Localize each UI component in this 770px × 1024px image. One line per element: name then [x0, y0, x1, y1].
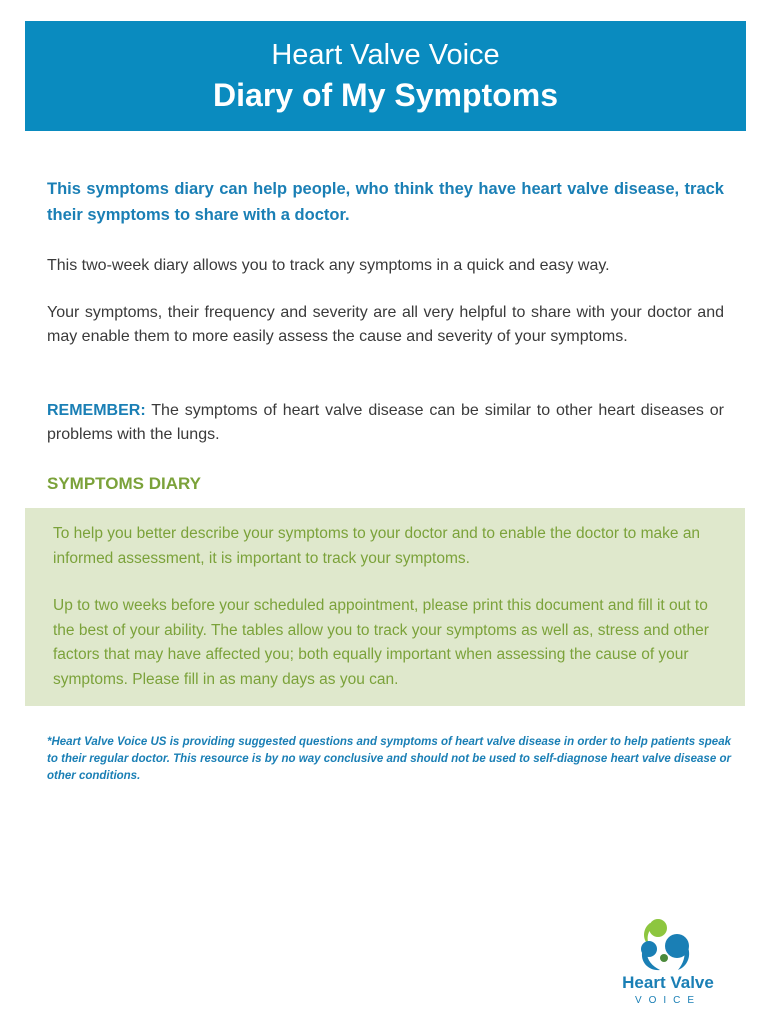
remember-label: REMEMBER: — [47, 402, 146, 419]
logo-mark-icon — [636, 915, 696, 973]
header-banner — [25, 21, 746, 131]
paragraph-frequency: Your symptoms, their frequency and severity are all very helpful to share with your doctor and may enable them to more easily assess the cause and severity of your symptoms. — [47, 304, 724, 345]
paragraph-two-week: This two-week diary allows you to track any symptoms in a quick and easy way. — [47, 257, 610, 274]
instructions-paragraph-1: To help you better describe your symptoms to your doctor and to enable the doctor to make an informed assessment, it is important to track your symptoms. — [53, 525, 701, 567]
logo-name: Heart Valve — [622, 973, 714, 992]
instructions-paragraph-2: Up to two weeks before your scheduled appointment, please print this document and fill it out to the best of your ability. The tables allow you to track your symptoms as well as, stress and other factors that may have affected you; both equally important when assessing the cause of your symptoms. Please fill in as many days as you can. — [53, 597, 709, 688]
intro-text: This symptoms diary can help people, who think they have heart valve disease, track their symptoms to share with a doctor. — [47, 180, 724, 224]
remember-text: The symptoms of heart valve disease can be similar to other heart diseases or problems with the lungs. — [47, 402, 724, 443]
paragraph-remember — [47, 399, 724, 447]
page-title: Diary of My Symptoms — [213, 77, 558, 113]
logo-tagline: VOICE — [634, 995, 702, 1006]
instructions-box — [25, 508, 745, 706]
disclaimer-text: *Heart Valve Voice US is providing suggested questions and symptoms of heart valve disease in order to help patients speak to their regular doctor. This resource is by no way conclusive and should not be used to self-diagnose heart valve disease or other conditions. — [47, 736, 731, 782]
header-subtitle: Heart Valve Voice — [271, 39, 500, 71]
symptoms-diary-heading: SYMPTOMS DIARY — [47, 474, 201, 493]
heart-valve-voice-logo — [606, 915, 730, 1010]
